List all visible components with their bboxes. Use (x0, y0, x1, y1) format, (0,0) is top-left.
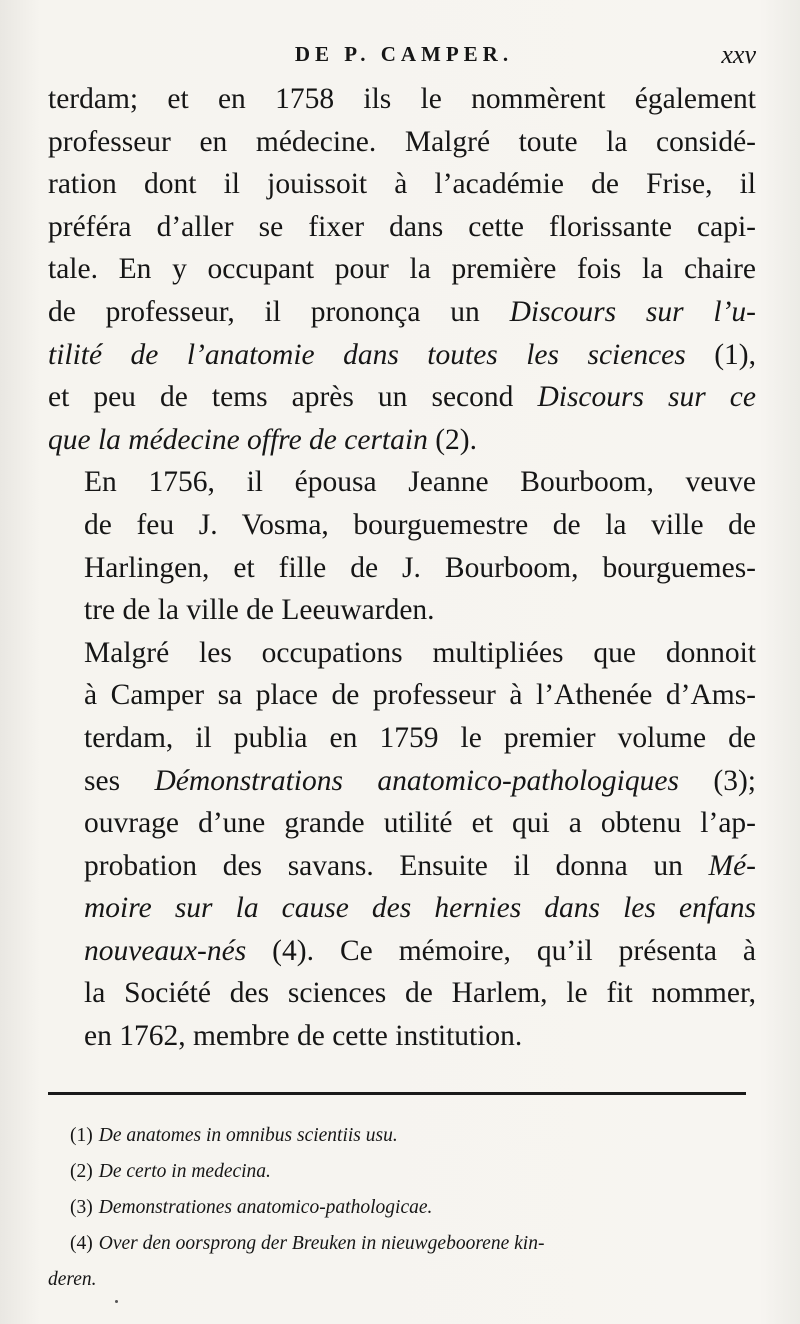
printer-mark (115, 1300, 118, 1303)
text-line (48, 887, 756, 930)
footnote-2 (70, 1154, 760, 1190)
text-run: (4). Ce mémoire, qu’il présenta à (246, 934, 756, 967)
text-line: Harlingen, et fille de J. Bourboom, bourguemes- (84, 551, 756, 584)
italic-title: tilité de l’anatomie dans toutes les sciences (48, 338, 686, 371)
text-line: tale. En y occupant pour la première fois la chaire (48, 253, 756, 286)
footnote-number: (3) (70, 1197, 93, 1218)
text-line (48, 760, 756, 803)
footnote-ref: (1), (685, 338, 756, 371)
footnotes (48, 1118, 760, 1298)
footnote-number: (2) (70, 1161, 93, 1182)
text-line: ration dont il jouissoit à l’académie de Frise, il (48, 168, 756, 201)
italic-title: Mé- (708, 849, 756, 882)
text-run: et peu de tems après un second (48, 381, 538, 414)
text-line: ouvrage d’une grande utilité et qui a obtenu l’ap- (84, 807, 756, 840)
text-line: En 1756, il épousa Jeanne Bourboom, veuve (84, 466, 756, 499)
footnote-ref: (3); (678, 764, 756, 797)
text-line: à Camper sa place de professeur à l’Athenée d’Ams- (84, 679, 756, 712)
paragraph-2 (48, 461, 756, 631)
text-line (48, 334, 756, 377)
footnote-number: (1) (70, 1125, 93, 1146)
footnote-text: De anatomes in omnibus scientiis usu. (98, 1125, 398, 1146)
footnote-ref: (2). (427, 423, 477, 456)
paragraph-3 (48, 632, 756, 1058)
text-run: ses (84, 764, 155, 797)
italic-title: Discours sur l’u- (509, 295, 756, 328)
italic-title: que la médecine offre de certain (48, 423, 428, 456)
text-line (48, 930, 756, 973)
footnote-3 (70, 1190, 760, 1226)
footnote-number: (4) (70, 1233, 93, 1254)
text-line: en 1762, membre de cette institution. (84, 1020, 523, 1053)
running-title: DE P. CAMPER. (294, 42, 514, 66)
text-line: Malgré les occupations multipliées que donnoit (84, 636, 756, 669)
footnote-rule (48, 1092, 746, 1095)
text-line: la Société des sciences de Harlem, le fit nommer, (84, 977, 756, 1010)
text-line: tre de la ville de Leeuwarden. (84, 594, 435, 627)
footnote-1 (70, 1118, 760, 1154)
text-line: de feu J. Vosma, bourguemestre de la ville de (84, 508, 756, 541)
italic-title: Démonstrations anatomico-pathologiques (154, 764, 679, 797)
italic-title: Discours sur ce (537, 381, 756, 414)
italic-title: moire sur la cause des hernies dans les enfans (84, 892, 756, 925)
text-line (48, 419, 756, 462)
text-line: terdam; et en 1758 ils le nommèrent également (48, 83, 756, 115)
text-run: probation des savans. Ensuite il donna un (84, 849, 709, 882)
text-line (48, 376, 756, 419)
text-line: préféra d’aller se fixer dans cette florissante capi- (48, 210, 756, 243)
main-text (48, 78, 756, 1058)
footnote-text: Over den oorsprong der Breuken in nieuwgeboorene kin- (98, 1233, 545, 1254)
paragraph-1 (48, 78, 756, 461)
italic-title: nouveaux-nés (84, 934, 247, 967)
page-header (48, 40, 760, 74)
footnote-4-continuation: deren. (48, 1269, 97, 1290)
text-run: de professeur, il prononça un (48, 295, 510, 328)
page-number: xxv (721, 40, 756, 69)
text-line (48, 845, 756, 888)
footnote-text: De certo in medecina. (98, 1161, 271, 1182)
text-line: professeur en médecine. Malgré toute la considé- (48, 125, 756, 158)
footnote-4 (70, 1226, 760, 1262)
text-line: terdam, il publia en 1759 le premier volume de (84, 721, 756, 754)
footnote-text: Demonstrationes anatomico-pathologicae. (98, 1197, 433, 1218)
text-line (48, 291, 756, 334)
